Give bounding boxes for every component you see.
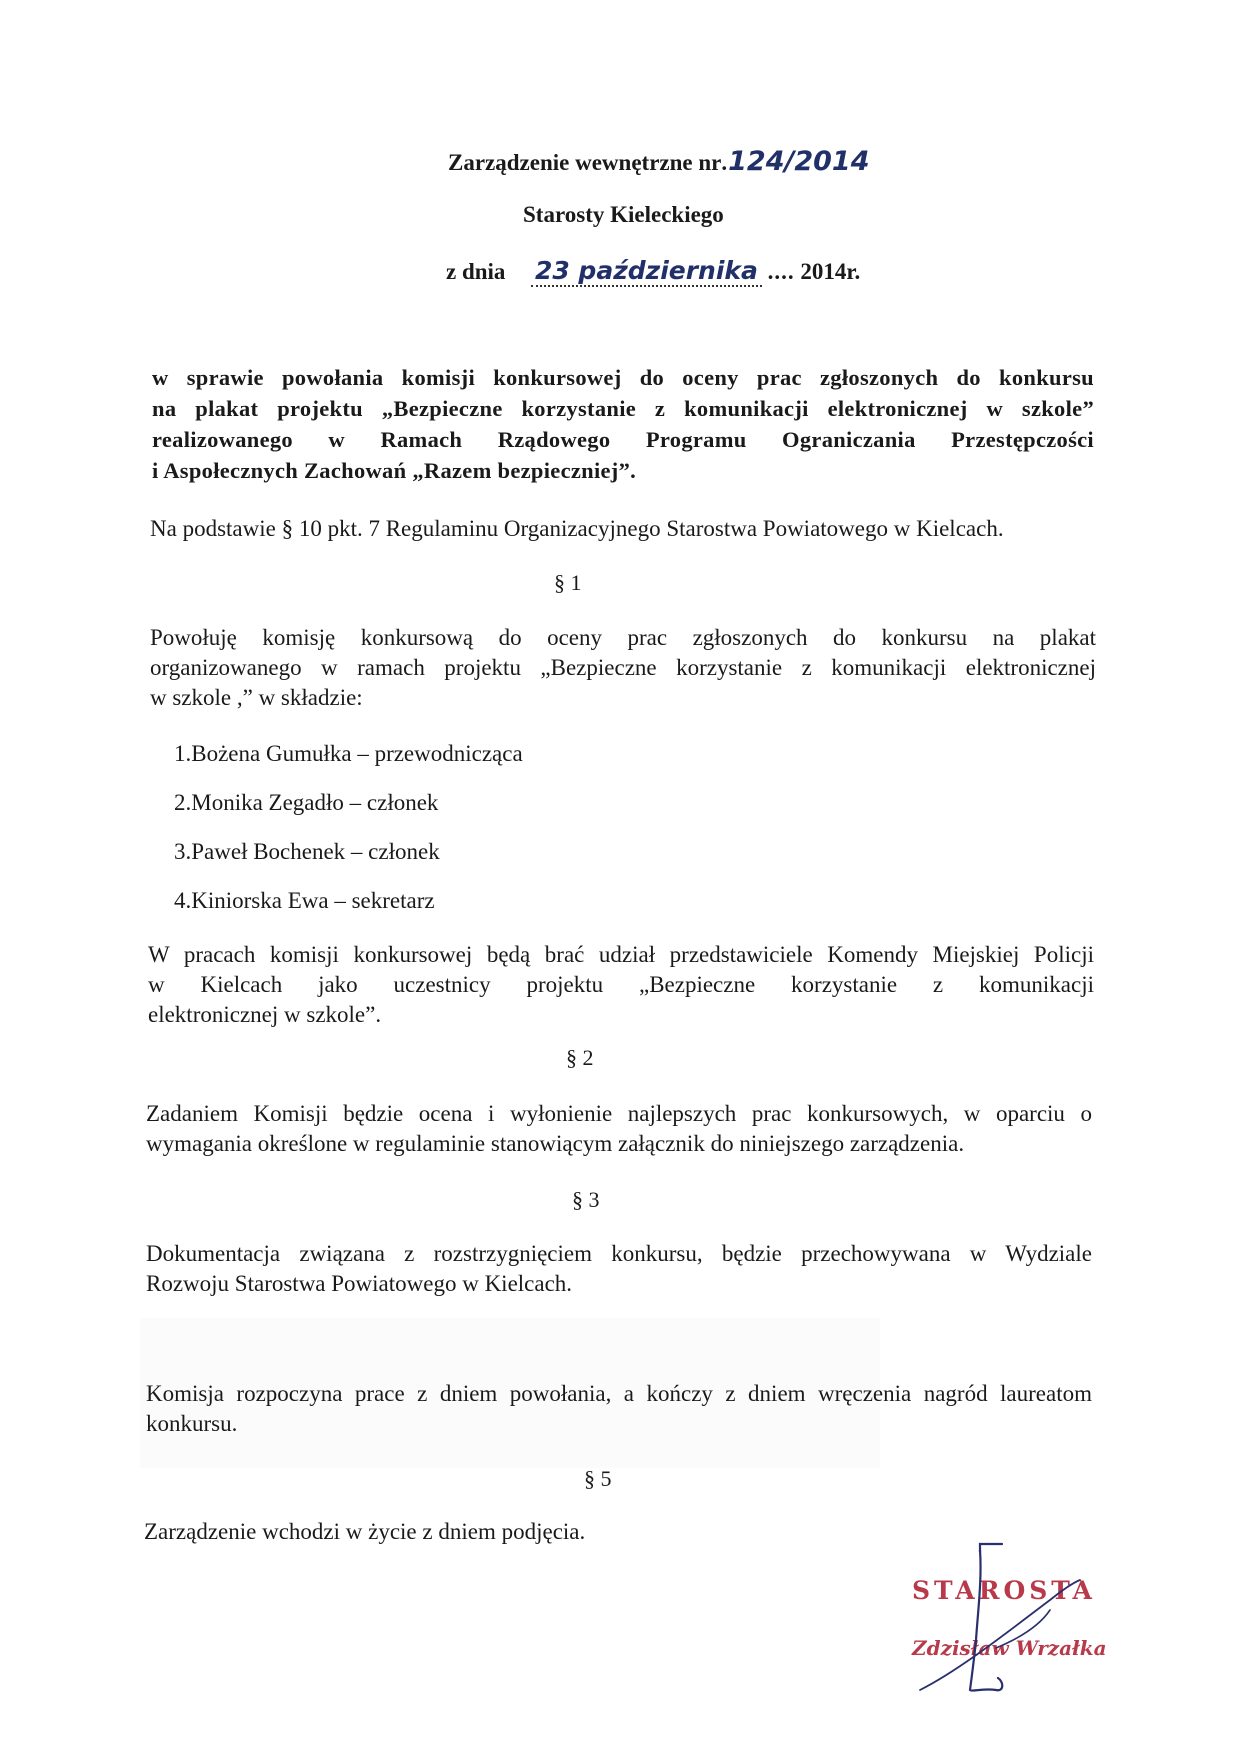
legal-basis: Na podstawie § 10 pkt. 7 Regulaminu Organizacyjnego Starostwa Powiatowego w Kielcach. [150,516,1004,541]
section-1-police-paragraph: W pracach komisji konkursowej będą brać udział przedstawiciele Komendy Miejskiej Policji w Kielcach jako uczestnicy projektu „Bezpieczne korzystanie z komunikacji elektronicznej w szkole”. [148,942,1094,1027]
subject-line: i Aspołecznych Zachowań „Razem bezpieczniej”. [152,458,637,483]
issuer: Starosty Kieleckiego [523,202,724,227]
stamp-name: Zdzisław Wrzałka [912,1636,1107,1660]
section-1-paragraph: Powołuję komisję konkursową do oceny prac zgłoszonych do konkursu na plakat organizowanego w ramach projektu „Bezpieczne korzystanie z komunikacji elektronicznej w szkole ,” w składzie: [150,625,1096,710]
subject-line: realizowanego w Ramach Rządowego Programu Ograniczania Przestępczości [152,427,1094,452]
handwritten-number: 124/2014 [728,146,870,177]
member-item: 3.Paweł Bochenek – członek [174,839,440,864]
date-prefix: z dnia [446,259,506,284]
handwritten-date: 23 października [531,256,762,287]
section-mark: § 3 [572,1187,600,1212]
section-mark: § 5 [584,1466,612,1491]
subject-line: na plakat projektu „Bezpieczne korzystanie z komunikacji elektronicznej w szkole” [152,396,1094,421]
subject-block [152,362,1094,486]
section-2-paragraph: Zadaniem Komisji będzie ocena i wyłonienie najlepszych prac konkursowych, w oparciu o wymagania określone w regulaminie stanowiącym załącznik do niniejszego zarządzenia. [146,1101,1092,1156]
section-5-text: Zarządzenie wchodzi w życie z dniem podjęcia. [144,1519,586,1544]
section-3-paragraph: Dokumentacja związana z rozstrzygnięciem konkursu, będzie przechowywana w Wydziale Rozwoju Starostwa Powiatowego w Kielcach. [146,1241,1092,1296]
document-title: Zarządzenie wewnętrzne nr [448,150,722,175]
subject-line: w sprawie powołania komisji konkursowej do oceny prac zgłoszonych do konkursu [152,365,1094,390]
handwritten-signature [900,1540,1150,1700]
date-suffix: 2014r. [800,259,861,284]
official-stamp [900,1540,1150,1700]
member-item: 4.Kiniorska Ewa – sekretarz [174,888,435,913]
date-line: z dnia 23 października .... 2014r. [446,256,861,285]
section-4-paragraph: Komisja rozpoczyna prace z dniem powołania, a kończy z dniem wręczenia nagród laureatom konkursu. [146,1381,1092,1436]
document-title-line: Zarządzenie wewnętrzne nr.124/2014 [448,146,870,177]
section-mark: § 2 [566,1045,594,1070]
stamp-title: STAROSTA [912,1576,1096,1605]
member-item: 1.Bożena Gumułka – przewodnicząca [174,741,523,766]
section-mark: § 1 [554,570,582,595]
member-item: 2.Monika Zegadło – członek [174,790,439,815]
